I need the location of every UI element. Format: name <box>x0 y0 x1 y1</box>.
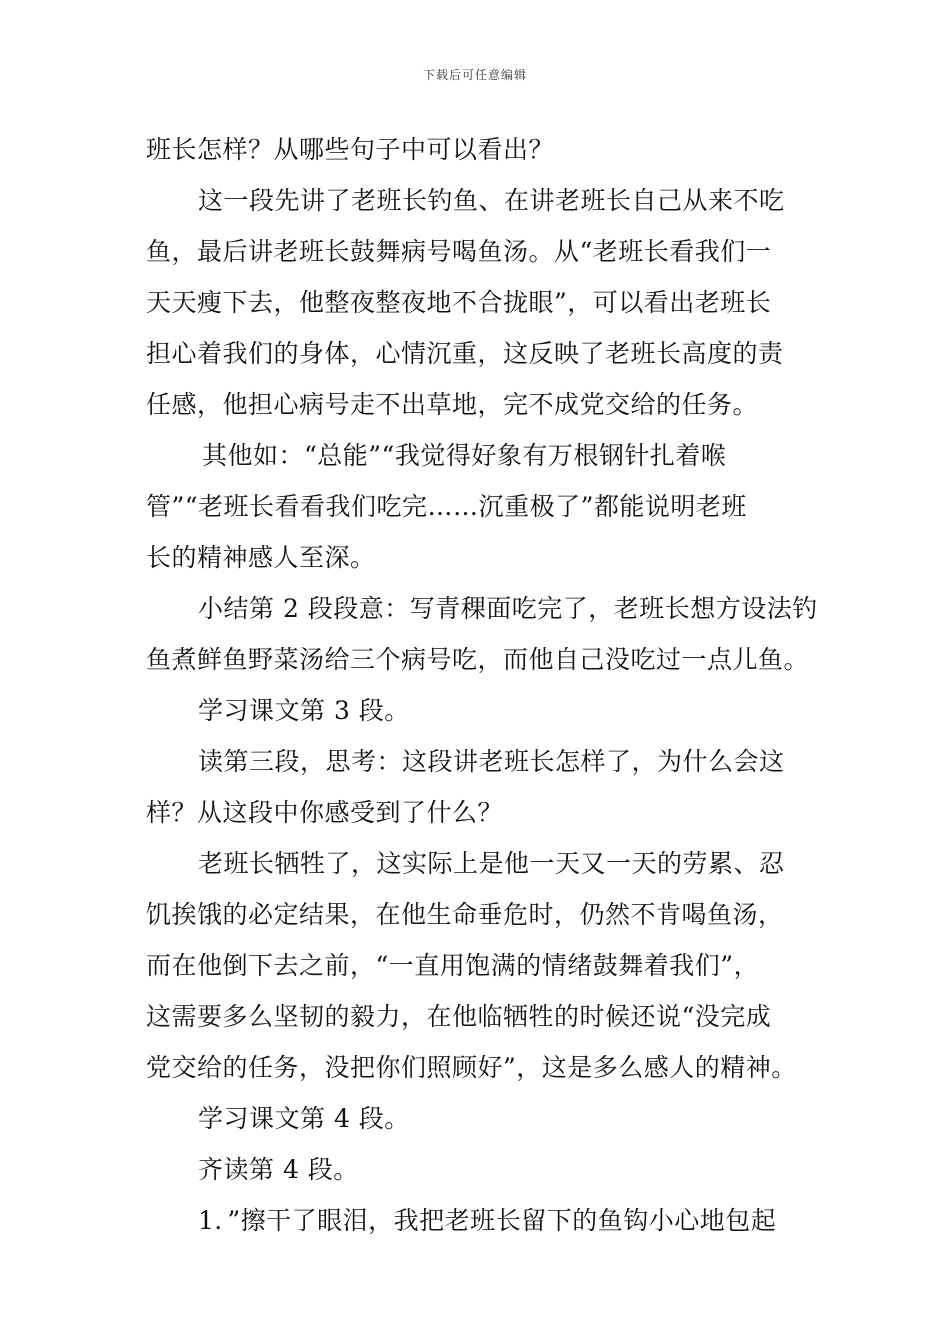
text-line: 天天瘦下去，他整夜整夜地不合拢眼”，可以看出老班长 <box>146 288 772 317</box>
text-line: 鱼，最后讲老班长鼓舞病号喝鱼汤。从“老班长看我们一 <box>146 237 772 266</box>
text-line: 读第三段，思考：这段讲老班长怎样了，为什么会这 <box>198 747 785 776</box>
document-body <box>146 124 816 1246</box>
text-line: 样？从这段中你感受到了什么？ <box>146 798 504 827</box>
text-line: 其他如：“总能”“我觉得好象有万根钢针扎着喉 <box>202 441 727 470</box>
text-line: 小结第 2 段段意：写青稞面吃完了，老班长想方设法钓 <box>198 594 818 623</box>
text-line: 鱼煮鲜鱼野菜汤给三个病号吃，而他自己没吃过一点儿鱼。 <box>146 645 810 674</box>
text-line: 管”“老班长看看我们吃完……沉重极了”都能说明老班 <box>146 492 747 521</box>
text-line: 1．”擦干了眼泪，我把老班长留下的鱼钩小心地包起 <box>198 1206 777 1235</box>
text-line: 学习课文第 3 段。 <box>198 696 410 725</box>
text-line: 齐读第 4 段。 <box>198 1155 359 1184</box>
text-line: 学习课文第 4 段。 <box>198 1104 410 1133</box>
text-line: 老班长牺牲了，这实际上是他一天又一天的劳累、忍 <box>198 849 785 878</box>
text-line: 这一段先讲了老班长钓鱼、在讲老班长自己从来不吃 <box>198 186 785 215</box>
text-line: 这需要多么坚韧的毅力，在他临牺牲的时候还说“没完成 <box>146 1002 772 1031</box>
text-line: 长的精神感人至深。 <box>146 543 376 572</box>
text-line: 饥挨饿的必定结果，在他生命垂危时，仍然不肯喝鱼汤， <box>146 900 784 929</box>
text-line: 党交给的任务，没把你们照顾好”，这是多么感人的精神。 <box>146 1053 797 1082</box>
text-line: 担心着我们的身体，心情沉重，这反映了老班长高度的责 <box>146 339 784 368</box>
text-line: 任感，他担心病号走不出草地，完不成党交给的任务。 <box>146 390 759 419</box>
text-line: 班长怎样？从哪些句子中可以看出？ <box>146 135 555 164</box>
page-header: 下载后可任意编辑 <box>422 68 527 82</box>
text-line: 而在他倒下去之前，“一直用饱满的情绪鼓舞着我们”， <box>146 951 760 980</box>
